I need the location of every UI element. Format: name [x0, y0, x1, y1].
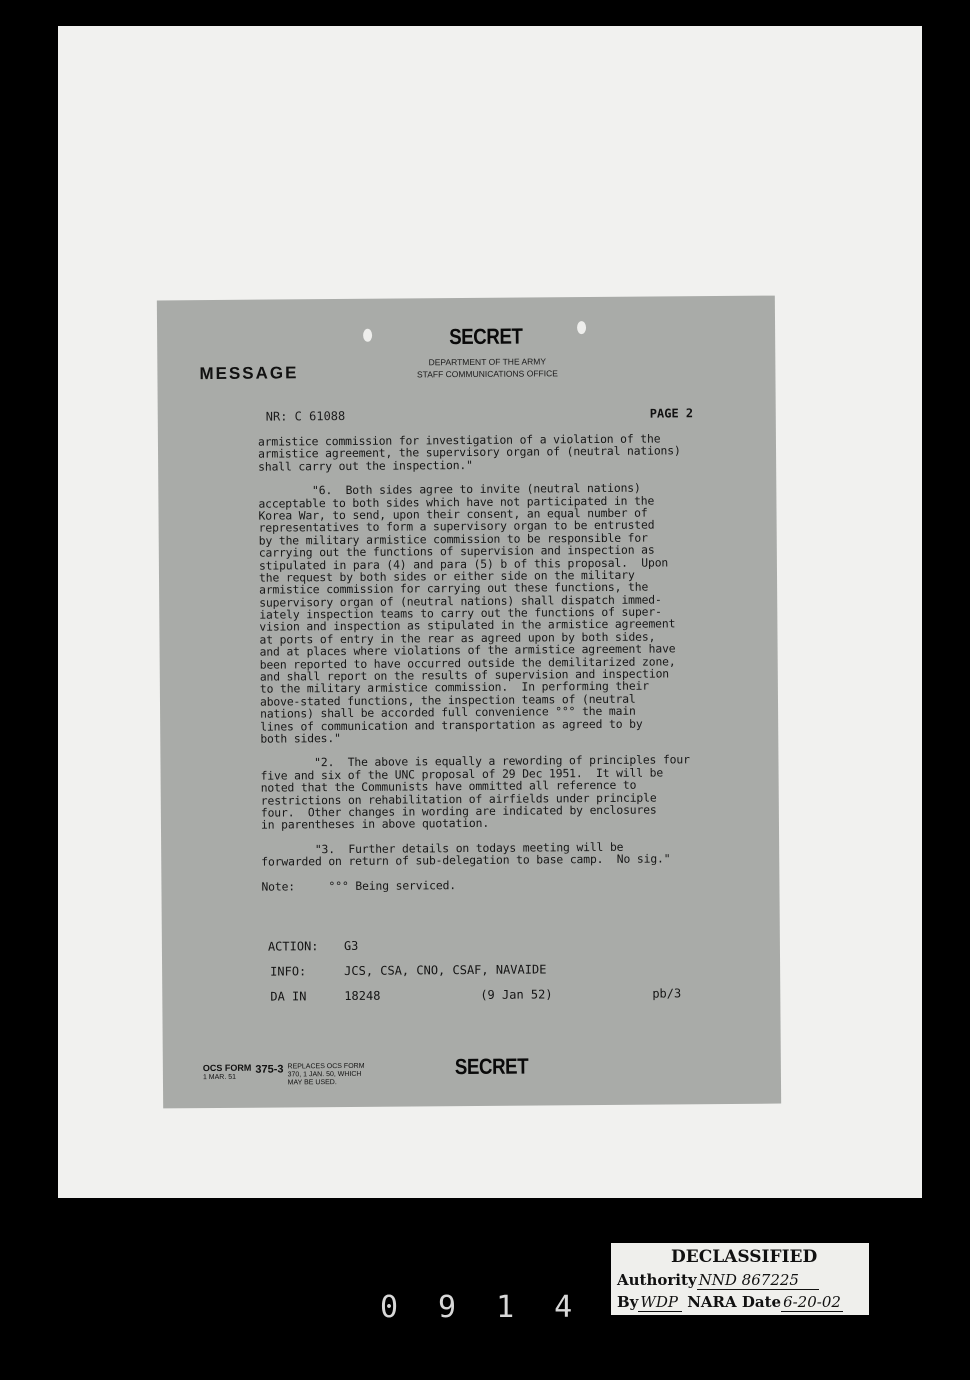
authority-value: NND 867225	[697, 1271, 819, 1290]
da-in-label: DA IN	[270, 989, 307, 1004]
message-number: NR: C 61088	[265, 408, 346, 424]
body-line: vision and inspection as stipulated in the armistice agreement	[259, 616, 676, 635]
nara-date-label: NARA Date	[687, 1293, 782, 1311]
body-line: carrying out the functions of supervision and inspection as	[258, 542, 655, 560]
body-line: in parentheses in above quotation.	[260, 816, 490, 832]
info-value: JCS, CSA, CNO, CSAF, NAVAIDE	[344, 962, 547, 978]
form-title: MESSAGE	[199, 363, 299, 384]
body-line: acceptable to both sides which have not participated in the	[258, 493, 655, 511]
stamp-authority	[617, 1271, 819, 1289]
action-label: ACTION:	[267, 939, 319, 954]
body-line: at ports of entry in the rear as agreed upon by both sides,	[259, 629, 656, 647]
message-body	[258, 432, 772, 893]
nara-date-value: 6-20-02	[783, 1293, 841, 1311]
body-line: "3. Further details on todays meeting will be	[261, 839, 624, 857]
da-in-initials: pb/3	[652, 986, 682, 1001]
body-line: restrictions on rehabilitation of airfields under principle	[260, 790, 657, 808]
classification-header: SECRET	[449, 323, 523, 350]
authority-label: Authority	[617, 1271, 697, 1289]
action-value: G3	[343, 938, 359, 953]
body-line: supervisory organ of (neutral nations) shall dispatch immed-	[259, 592, 662, 610]
body-line: nations) shall be accorded full convenience °°° the main	[260, 703, 636, 721]
body-line: to the military armistice commission. In performing their	[259, 679, 649, 697]
body-line: noted that the Communists have ommitted all reference to	[260, 777, 637, 795]
body-line: forwarded on return of sub-delegation to base camp. No sig."	[261, 851, 671, 869]
office-line: STAFF COMMUNICATIONS OFFICE	[416, 368, 558, 380]
da-in-number: 18248	[344, 988, 381, 1003]
page-label: PAGE 2	[649, 406, 694, 421]
body-line: Korea War, to send, upon their consent, an equal number of	[258, 505, 648, 523]
form-date: 1 MAR. 51	[202, 1073, 237, 1082]
stamp-title: DECLASSIFIED	[671, 1247, 818, 1267]
body-line: armistice commission for carrying out these functions, the	[259, 579, 649, 597]
body-line: five and six of the UNC proposal of 29 Dec 1951. It will be	[260, 765, 664, 783]
replaces-line: REPLACES OCS FORM	[287, 1062, 365, 1071]
body-line: iately inspection teams to carry out the functions of super-	[259, 604, 662, 622]
body-line: shall carry out the inspection."	[258, 457, 473, 474]
form-identifier	[203, 1063, 365, 1088]
by-value: WDP	[638, 1293, 682, 1312]
da-in-date: (9 Jan 52)	[480, 987, 553, 1002]
body-line: "2. The above is equally a rewording of principles four	[260, 752, 690, 771]
body-line: been reported to have occurred outside the demilitarized zone,	[259, 654, 676, 672]
punch-hole	[577, 321, 586, 334]
body-line: and shall report on the results of supervision and inspection	[259, 666, 670, 684]
replaces-line: 370, 1 JAN. 50, WHICH	[287, 1070, 362, 1079]
replaces-line: MAY BE USED.	[287, 1079, 337, 1087]
body-line: representatives to form a supervisory organ to be entrusted	[258, 517, 655, 535]
body-line: stipulated in para (4) and para (5) b of this proposal. Upon	[258, 554, 669, 573]
body-line: four. Other changes in wording are indicated by enclosures	[260, 802, 657, 820]
body-line: armistice agreement, the supervisory organ of (neutral nations)	[257, 443, 681, 462]
info-label: INFO:	[270, 964, 307, 979]
body-line: the request by both sides or either side on the military	[258, 567, 635, 585]
body-line: by the military armistice commission to be responsible for	[258, 530, 648, 548]
body-line: "6. Both sides agree to invite (neutral nations)	[258, 480, 641, 498]
body-line: armistice commission for investigation of a violation of the	[257, 431, 661, 449]
classification-footer: SECRET	[454, 1053, 529, 1080]
body-line: lines of communication and transportation as agreed to by	[260, 716, 643, 734]
department-line: DEPARTMENT OF THE ARMY	[428, 356, 547, 368]
form-number: 375-3	[255, 1063, 284, 1076]
frame-number: 0914	[380, 1290, 613, 1325]
punch-hole	[363, 329, 372, 342]
body-line: Note: °°° Being serviced.	[261, 877, 457, 894]
body-line: above-stated functions, the inspection teams of (neutral	[259, 691, 636, 709]
body-line: both sides."	[260, 730, 341, 746]
stamp-by-line	[617, 1293, 843, 1311]
form-label: OCS FORM	[202, 1062, 252, 1074]
by-label: By	[617, 1293, 639, 1311]
department-heading	[407, 355, 567, 380]
declassification-stamp	[611, 1243, 869, 1315]
message-sheet	[157, 296, 781, 1109]
body-line: and at places where violations of the armistice agreement have	[259, 641, 676, 659]
